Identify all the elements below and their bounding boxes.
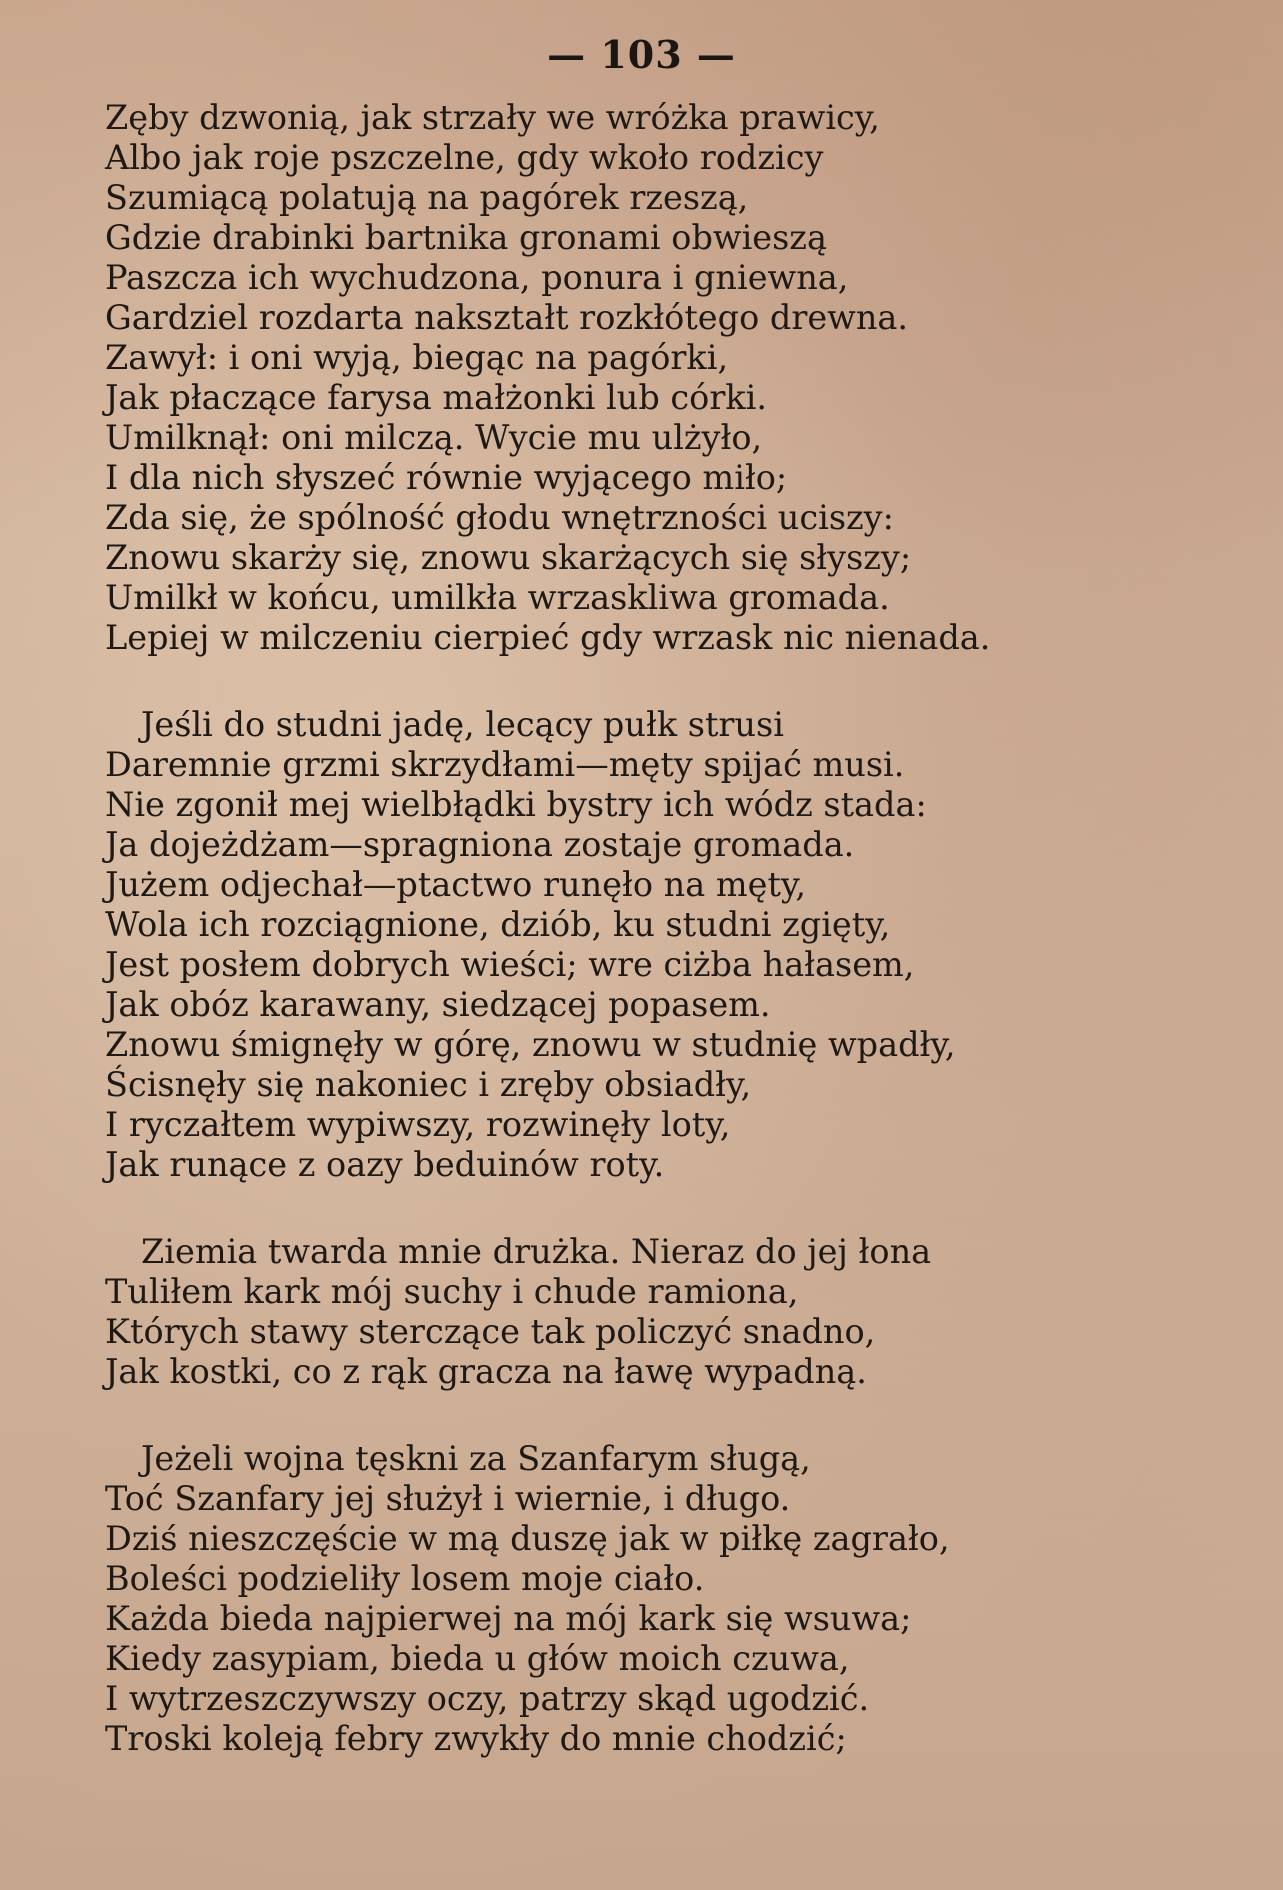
stanza-1 xyxy=(105,98,1005,658)
poem-line: Jużem odjechał—ptactwo runęło na męty, xyxy=(105,865,807,904)
poem-line: Których stawy sterczące tak policzyć snadno, xyxy=(105,1312,876,1351)
stanza-4 xyxy=(105,1439,1005,1759)
poem-line: Ja dojeżdżam—spragniona zostaje gromada. xyxy=(105,825,855,864)
poem-line: Ścisnęły się nakoniec i zręby obsiadły, xyxy=(105,1065,752,1104)
poem-line: Toć Szanfary jej służył i wiernie, i długo. xyxy=(105,1479,791,1518)
poem-line: Zda się, że spólność głodu wnętrzności uciszy: xyxy=(105,498,894,537)
poem-line: Troski koleją febry zwykły do mnie chodzić; xyxy=(105,1719,847,1758)
poem-line: Ziemia twarda mnie drużka. Nieraz do jej łona xyxy=(141,1232,932,1271)
stanza-3 xyxy=(105,1232,1005,1392)
poem-line: Daremnie grzmi skrzydłami—męty spijać musi. xyxy=(105,745,905,784)
poem-line: Jeżeli wojna tęskni za Szanfarym sługą, xyxy=(141,1439,811,1478)
poem-line: Albo jak roje pszczelne, gdy wkoło rodzicy xyxy=(105,138,824,177)
poem-line: Wola ich rozciągnione, dziób, ku studni zgięty, xyxy=(105,905,891,944)
poem-line: I ryczałtem wypiwszy, rozwinęły loty, xyxy=(105,1105,731,1144)
stanza-2 xyxy=(105,705,1005,1185)
poem-line: I wytrzeszczywszy oczy, patrzy skąd ugodzić. xyxy=(105,1679,870,1718)
poem-line: Umilknął: oni milczą. Wycie mu ulżyło, xyxy=(105,418,763,457)
poem-line: Zęby dzwonią, jak strzały we wróżka prawicy, xyxy=(105,98,880,137)
poem-line: Znowu skarży się, znowu skarżących się słyszy; xyxy=(105,538,912,577)
page-number: — 103 — xyxy=(547,32,736,77)
poem-line: Boleści podzieliły losem moje ciało. xyxy=(105,1559,705,1598)
poem-line: Dziś nieszczęście w mą duszę jak w piłkę zagrało, xyxy=(105,1519,950,1558)
poem-line: Kiedy zasypiam, bieda u głów moich czuwa, xyxy=(105,1639,850,1678)
poem-text xyxy=(105,98,1005,1806)
poem-line: Umilkł w końcu, umilkła wrzaskliwa gromada. xyxy=(105,578,890,617)
poem-line: Tuliłem kark mój suchy i chude ramiona, xyxy=(105,1272,799,1311)
poem-line: Zawył: i oni wyją, biegąc na pagórki, xyxy=(105,338,729,377)
poem-line: Gardziel rozdarta nakształt rozkłótego drewna. xyxy=(105,298,909,337)
poem-line: I dla nich słyszeć równie wyjącego miło; xyxy=(105,458,788,497)
poem-line: Lepiej w milczeniu cierpieć gdy wrzask nic nienada. xyxy=(105,618,991,657)
poem-line: Jak runące z oazy beduinów roty. xyxy=(105,1145,665,1184)
poem-line: Jak kostki, co z rąk gracza na ławę wypadną. xyxy=(105,1352,867,1391)
poem-line: Znowu śmignęły w górę, znowu w studnię wpadły, xyxy=(105,1025,956,1064)
poem-line: Szumiącą polatują na pagórek rzeszą, xyxy=(105,178,749,217)
poem-line: Jak obóz karawany, siedzącej popasem. xyxy=(105,985,771,1024)
poem-line: Gdzie drabinki bartnika gronami obwieszą xyxy=(105,218,827,257)
poem-line: Jeśli do studni jadę, lecący pułk strusi xyxy=(141,705,784,744)
poem-line: Jak płaczące farysa małżonki lub córki. xyxy=(105,378,768,417)
poem-line: Nie zgonił mej wielbłądki bystry ich wódz stada: xyxy=(105,785,927,824)
poem-line: Paszcza ich wychudzona, ponura i gniewna, xyxy=(105,258,849,297)
poem-line: Jest posłem dobrych wieści; wre ciżba hałasem, xyxy=(105,945,915,984)
poem-line: Każda bieda najpierwej na mój kark się wsuwa; xyxy=(105,1599,912,1638)
